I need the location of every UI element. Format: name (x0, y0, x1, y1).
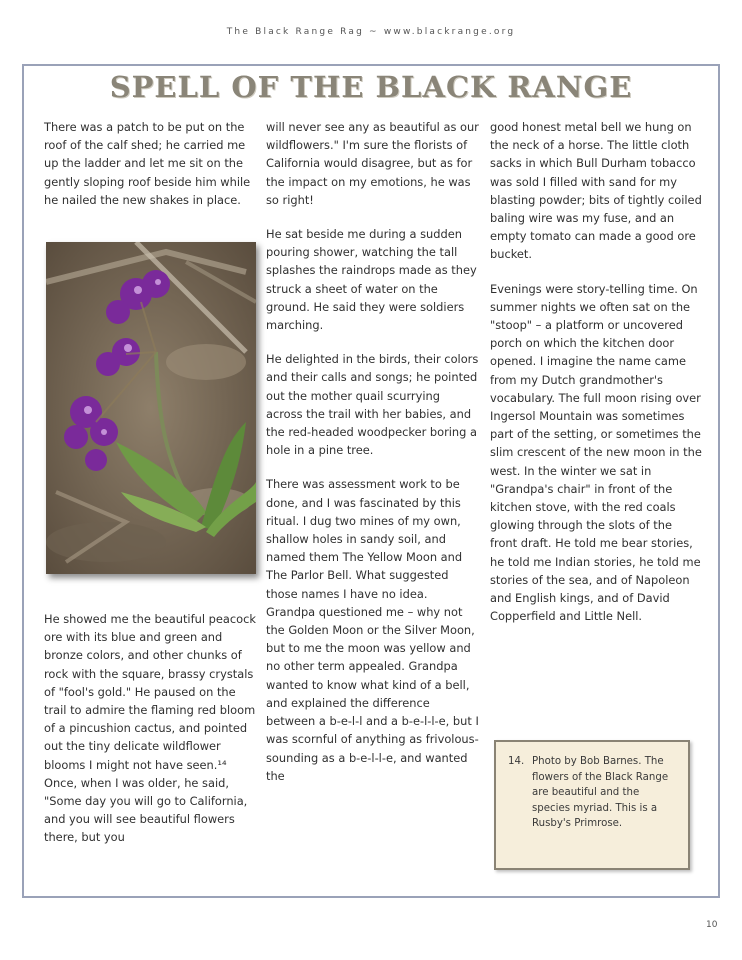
paragraph: He sat beside me during a sudden pouring shower, watching the tall splashes the raindrops made as they struck a sheet of water on the ground. He said they were soldiers marching. (266, 227, 477, 333)
paragraph: There was assessment work to be done, and I was fascinated by this ritual. I dug two mines of my own, shallow holes in sandy soil, and named them The Yellow Moon and The Parlor Bell. What suggested those names I have no idea. Grandpa questioned me – why not the Golden Moon or the Silver Moon, but to me the moon was yellow and no other term appealed. Grandpa wanted to know what kind of a bell, and explained the difference between a b-e-l-l and a b-e-l-l-e, but I was scornful of anything as frivolous-sounding as a b-e-l-l-e, and wanted the (266, 477, 479, 783)
caption-number: 14. (508, 756, 525, 767)
page-header: The Black Range Rag ~ www.blackrange.org (226, 27, 516, 37)
page-number: 10 (706, 920, 718, 930)
photo-caption (494, 740, 690, 870)
column-3 (490, 118, 702, 641)
paragraph: He showed me the beautiful peacock ore with its blue and green and bronze colors, and other chunks of rock with the square, brassy crystals of "fool's gold." He paused on the trail to admire the flaming red bloom of a pincushion cactus, and pointed out the tiny delicate wildflower blooms I might not have seen.¹⁴ Once, when I was older, he said, "Some day you will go to California, and you will see beautiful flowers there, but you (44, 612, 256, 845)
primrose-photo-image (46, 242, 256, 574)
paragraph: He delighted in the birds, their colors and their calls and songs; he pointed out the mother quail scurrying across the trail with her babies, and the red-headed woodpecker boring a hole in a pine tree. (266, 352, 479, 458)
article-title: SPELL OF THE BLACK RANGE (109, 70, 633, 104)
paragraph: will never see any as beautiful as our wildflowers." I'm sure the florists of California would disagree, but as for the impact on my emotions, he was so right! (266, 120, 479, 207)
primrose-photo (46, 242, 256, 574)
paragraph: Evenings were story-telling time. On summer nights we often sat on the "stoop" – a platform or uncovered porch on which the kitchen door opened. I imagine the name came from my Dutch grandmother's vocabulary. The full moon rising over Ingersol Mountain was sometimes part of the setting, or sometimes the slim crescent of the new moon in the west. In the winter we sat in "Grandpa's chair" in front of the kitchen stove, with the red coals glowing through the slots of the front draft. He told me bear stories, he told me Indian stories, he told me stories of the sea, and of Napoleon and English kings, and of David Copperfield and Little Nell. (490, 281, 702, 624)
column-1-bottom (44, 610, 258, 863)
column-1-top (44, 118, 258, 225)
paragraph: There was a patch to be put on the roof of the calf shed; he carried me up the ladder and let me sit on the gently sloping roof beside him while he nailed the new shakes in place. (44, 120, 251, 207)
paragraph: good honest metal bell we hung on the neck of a horse. The little cloth sacks in which Bull Durham tobacco was sold I filled with sand for my blasting powder; bits of tightly coiled baling wire was my fuse, and an empty tomato can made a good ore bucket. (490, 120, 702, 262)
article-frame (22, 64, 720, 898)
caption-text: Photo by Bob Barnes. The flowers of the Black Range are beautiful and the species myriad. This is a Rusby's Primrose. (532, 756, 669, 829)
column-2 (266, 118, 480, 801)
